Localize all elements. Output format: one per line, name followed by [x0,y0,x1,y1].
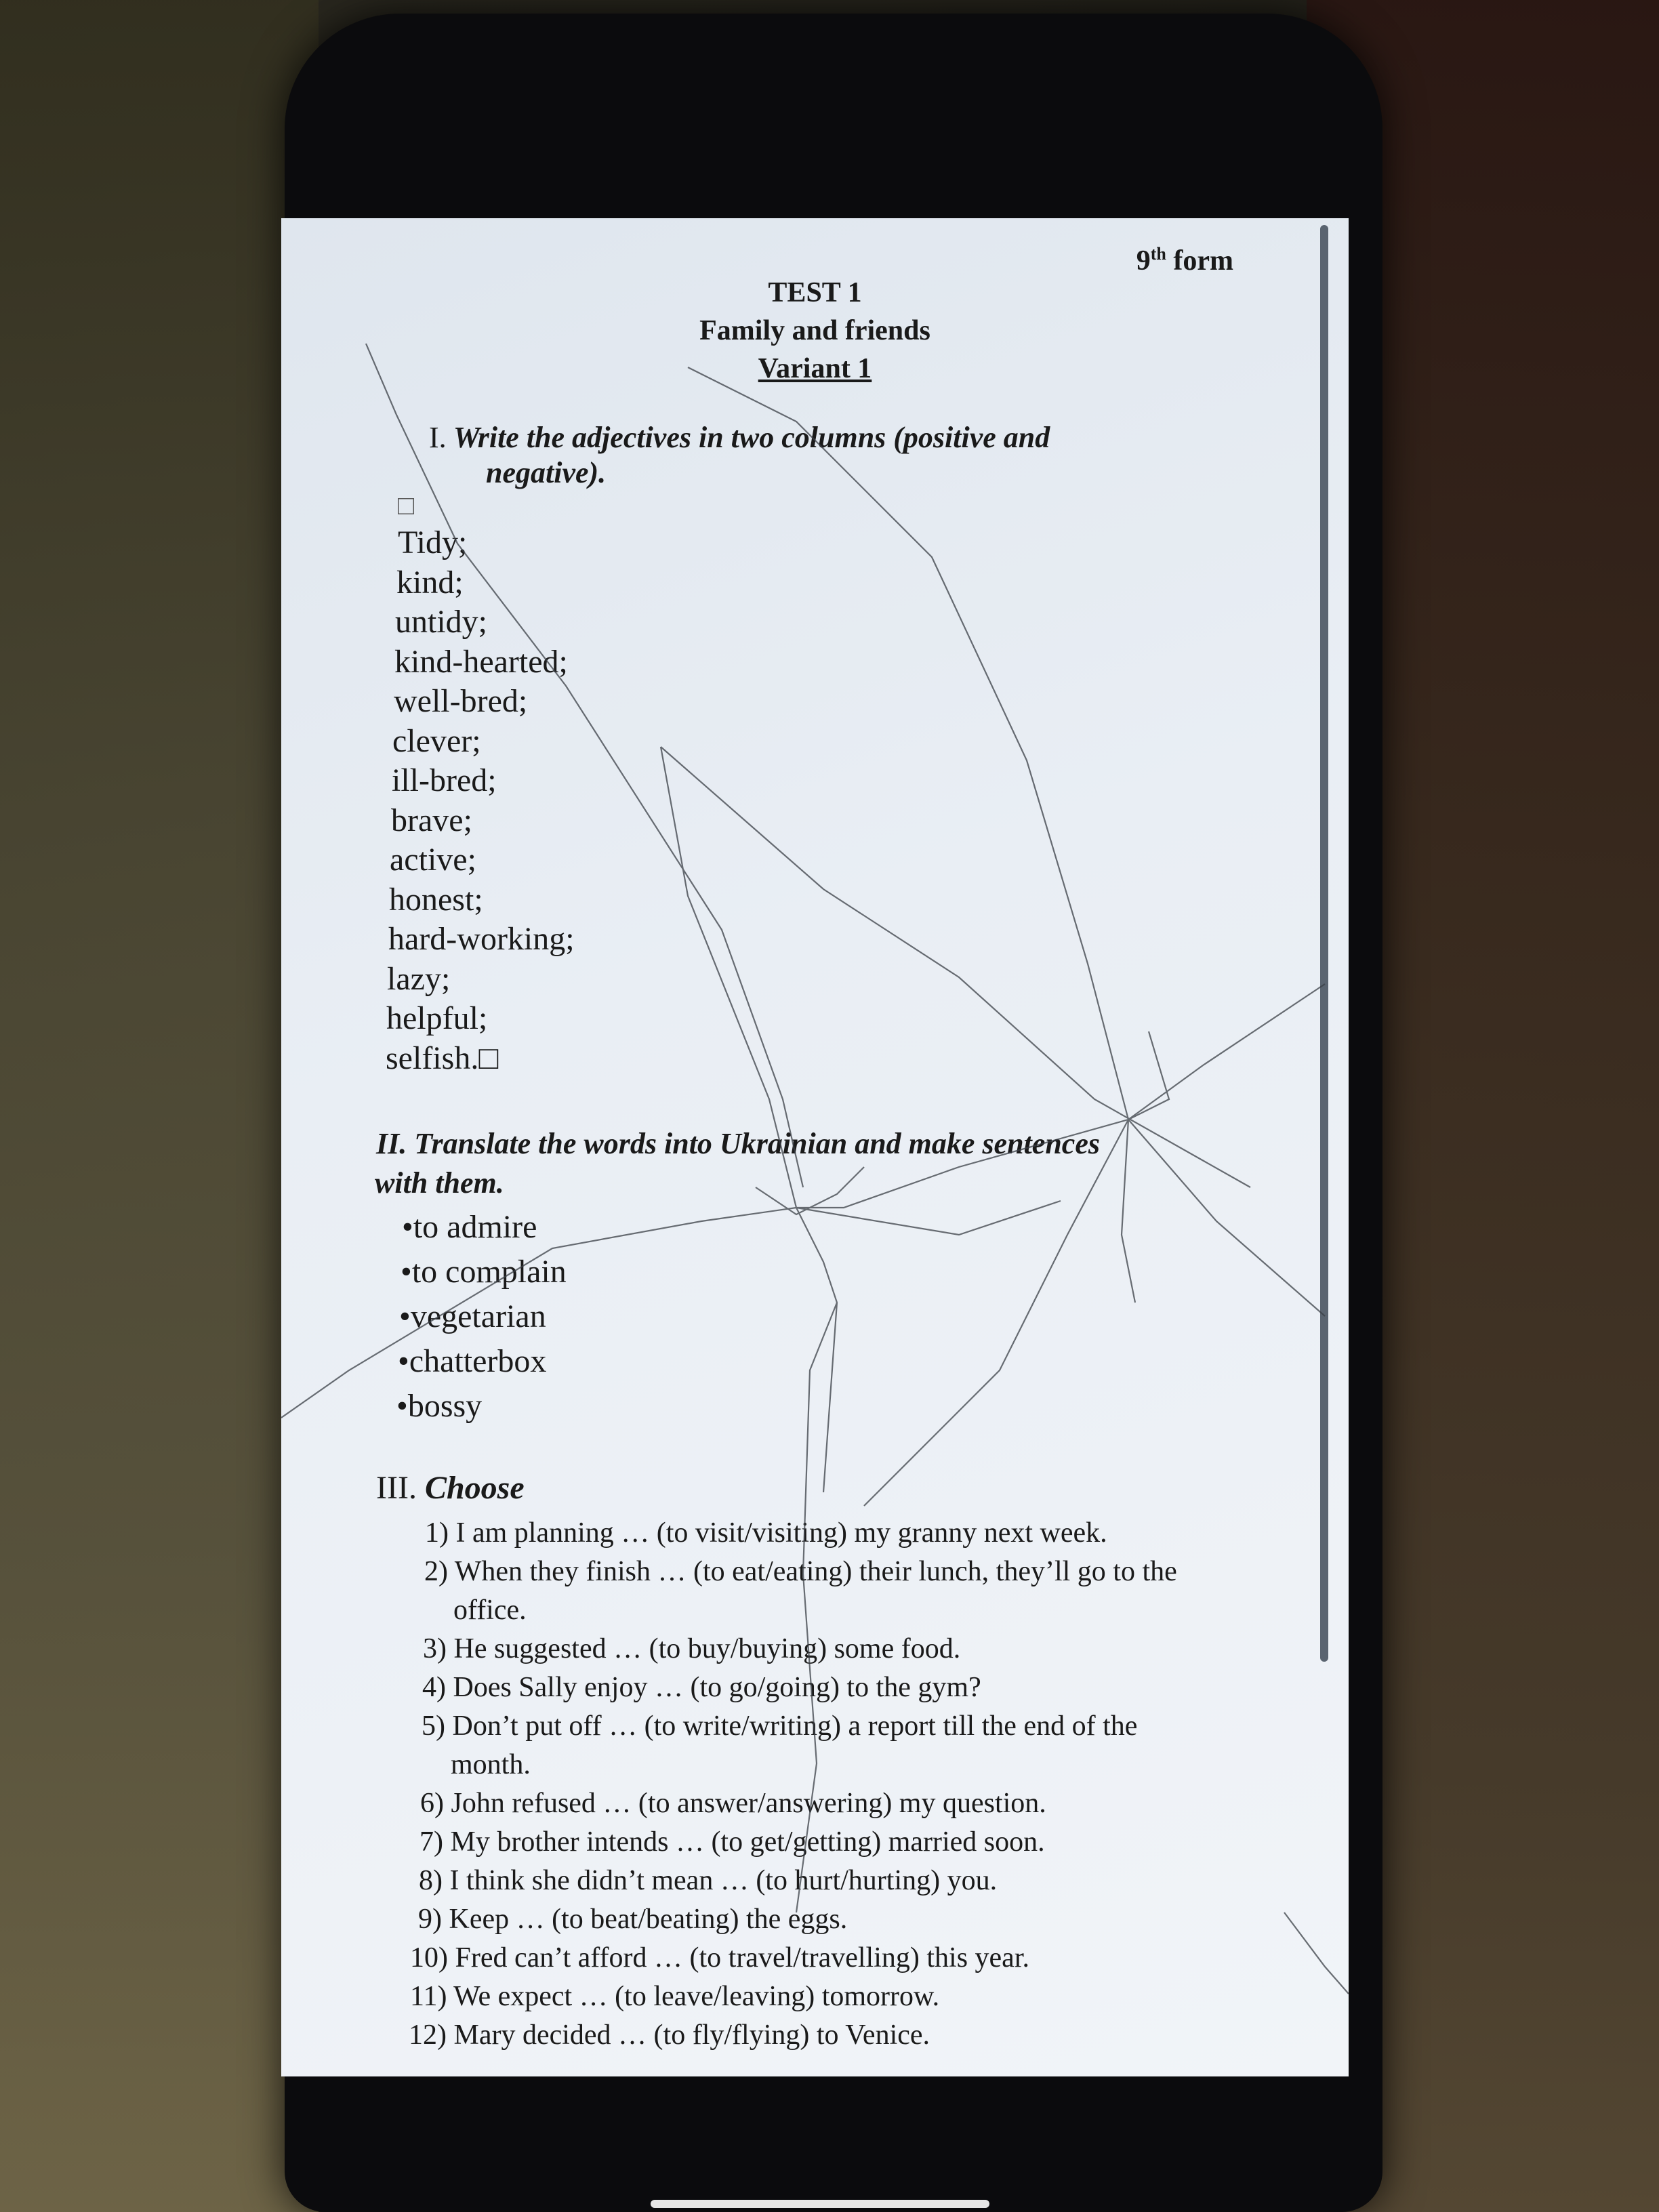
scrollbar[interactable] [1320,225,1328,1662]
task2-instruction: II. Translate the words into Ukrainian and make sentences [376,1127,1100,1160]
list-item: Tidy; [398,525,468,560]
list-item: 11) We expect … (to leave/leaving) tomorrow. [410,1981,940,2012]
background-fabric-left [0,0,319,2212]
list-item: • chatterbox [398,1339,567,1384]
list-item: 10) Fred can’t afford … (to travel/travelling) this year. [410,1942,1029,1973]
translate-word-list [402,1205,567,1429]
list-item: 8) I think she didn’t mean … (to hurt/hurting) you. [419,1865,998,1896]
list-item: 5) Don’t put off … (to write/writing) a report till the end of the [422,1711,1138,1742]
list-item-continuation: month. [451,1749,531,1780]
list-item: hard-working; [388,921,575,957]
list-item: 7) My brother intends … (to get/getting) married soon. [419,1826,1045,1858]
list-item: 6) John refused … (to answer/answering) my question. [420,1788,1046,1819]
task1-number: I. [429,421,447,454]
list-item: • bossy [396,1384,567,1429]
list-item: • to admire [402,1205,567,1250]
task1-instruction [429,420,1050,455]
document-page [281,218,1349,2076]
task3-heading [376,1469,525,1507]
list-item: lazy; [387,960,451,997]
task1-instruction-cont: negative). [486,456,607,489]
list-item: 2) When they finish … (to eat/eating) their lunch, they’ll go to the [424,1556,1177,1587]
test-title: TEST 1 [768,277,862,308]
list-item: ill-bred; [392,762,497,798]
list-item: active; [390,842,476,878]
title-block [281,274,1349,388]
task3-number: III. [376,1470,417,1506]
list-item: brave; [391,802,472,838]
list-item-continuation: office. [453,1595,527,1626]
list-item: clever; [392,722,481,759]
list-item: 1) I am planning … (to visit/visiting) my granny next week. [425,1517,1107,1549]
list-item: 9) Keep … (to beat/beating) the eggs. [418,1904,848,1935]
list-item: kind-hearted; [394,643,568,680]
list-item: • vegetarian [399,1294,567,1339]
form-number: 9 [1136,245,1151,276]
list-item: • to complain [401,1250,567,1294]
list-item: kind; [396,564,464,600]
list-item: 12) Mary decided … (to fly/flying) to Venice. [409,2020,930,2051]
form-suffix: th [1150,244,1166,264]
form-label [1136,244,1233,277]
list-item: untidy; [395,604,488,640]
list-item: selfish.□ [386,1040,499,1076]
list-item: well-bred; [394,683,528,719]
task3-title: Choose [424,1470,525,1506]
list-item: honest; [389,881,483,918]
topic-title: Family and friends [699,315,930,346]
checkbox-glyph: □ [398,490,415,520]
form-word: form [1173,245,1233,276]
home-indicator[interactable] [651,2200,989,2208]
list-item: 3) He suggested … (to buy/buying) some food. [423,1633,961,1664]
list-item: helpful; [386,1000,488,1036]
task2-instruction-cont: with them. [375,1166,504,1200]
adjective-list [386,523,575,1078]
phone-screen [281,218,1349,2076]
choose-exercise-list [409,1514,1177,2055]
variant-title: Variant 1 [758,353,872,384]
task1-instruction-text: Write the adjectives in two columns (positive and [453,421,1050,454]
list-item: 4) Does Sally enjoy … (to go/going) to the gym? [422,1672,981,1703]
